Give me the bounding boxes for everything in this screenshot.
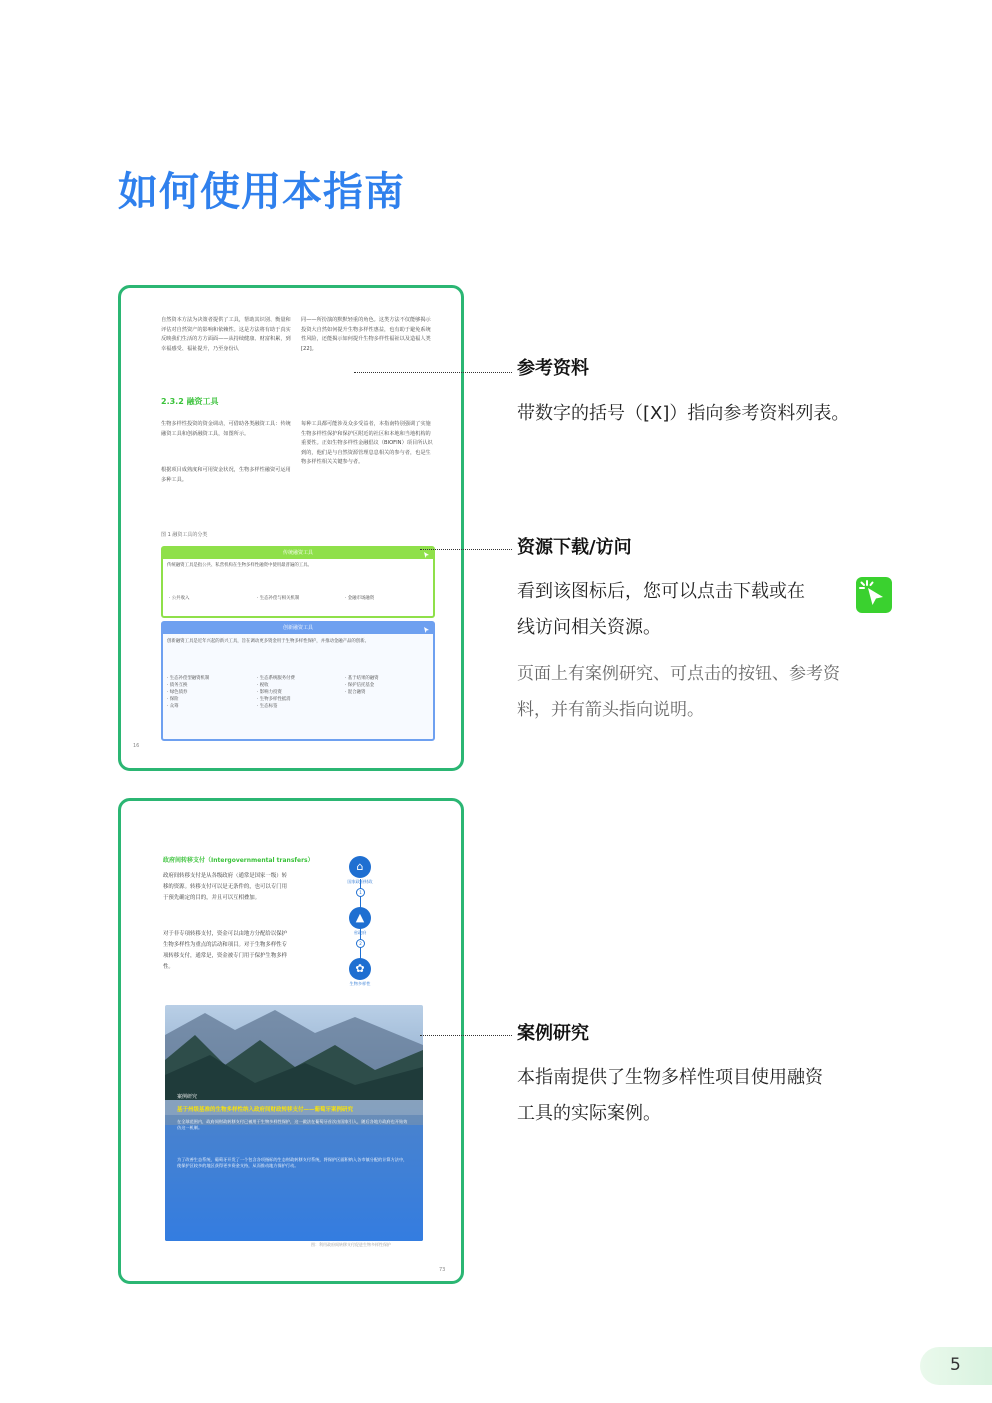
leader-line-case-study	[420, 1035, 512, 1036]
case-study-title: 基于州级基准的生物多样性纳入政府间财政转移支付——葡萄牙案例研究	[177, 1107, 354, 1113]
thumb1-col2-para2: 每种工具都可能涉及众多受益者，本指南特别强调了实施生物多样性保护和保护区附近的社区和本地和当地机构的重要性。正如生物多样性金融倡议（BIOFIN）项目所认识到的，他们是与自然资源管理息息相关的参与者，也是生物多样性相关关键参与者。	[301, 421, 433, 466]
innovative-item: · 绿色债券	[167, 690, 188, 695]
case-study-para2: 为了改善生态系统，葡萄牙开发了一个包含各项指标的生态财政转移支付系统，将保护区面积纳入各市镇分配的计算方法中，使保护区较多的地区获得更多资金支持，从而推动地方保护行动。	[177, 1157, 408, 1169]
page-title: 如何使用本指南	[118, 169, 405, 215]
innovative-item: · 混合融资	[345, 690, 366, 695]
infographic-label: 省政府	[353, 930, 367, 935]
leader-line-resources	[420, 549, 512, 550]
thumb1-col1-para1: 自然资本方法为决策者提供了工具，帮助其识别、衡量和评估对自然资产的影响和依赖性。这是方法将有助于真实反映我们生活的方方面面——从持续健康、财富积累，到幸福感受、福祉提升，乃至身份认	[161, 317, 291, 352]
innovative-tools-header: 创新融资工具	[163, 623, 433, 634]
thumb1-col1-para2: 生物多样性投资的资金调动，可借助各类融资工具：传统融资工具和创新融资工具，如图所示。	[161, 421, 291, 437]
case-study-photo	[165, 1005, 423, 1241]
innovative-item: · 保护信托基金	[345, 683, 375, 688]
thumb2-para2: 对于非专项转移支付，资金可以由地方分配给以保护生物多样性为重点的活动和项目。对于生物多样性专项转移支付，通常是，资金被专门用于保护生物多样性。	[163, 931, 287, 970]
annotation-resources-text-2: 线访问相关资源。	[517, 617, 661, 638]
annotation-resources-title: 资源下载/访问	[517, 537, 632, 558]
page-number-badge	[920, 1347, 992, 1385]
infographic-step: 1	[356, 888, 365, 897]
traditional-item: · 公共收入	[169, 596, 190, 601]
case-study-para1: 在全球范围内，政府间财政转移支付已被用于生物多样性保护，这一做法在葡萄牙首次由国家引入，随后各地方政府也开始效仿这一机制。	[177, 1119, 408, 1131]
innovative-item: · 影响力投资	[257, 690, 282, 695]
annotation-case-study-text-2: 工具的实际案例。	[517, 1103, 661, 1124]
thumb1-figure-caption: 图 1 融资工具的分类	[161, 532, 208, 538]
innovative-item: · 生态标签	[257, 704, 278, 709]
case-photo-caption: 图：利用政府间转移支付促进生物多样性保护	[311, 1242, 391, 1247]
traditional-tools-text: 传统融资工具是指公共、私营机构在生物多样性融资中使用最普遍的工具。	[167, 563, 312, 568]
traditional-item: · 生态补偿与相关机制	[257, 596, 300, 601]
thumb2-para1: 政府间转移支付是从各级政府（通常是国家一级）转移的资源。转移支付可以是无条件的，也可以专门用于预先确定的目的，并且可以互相叠加。	[163, 873, 287, 901]
thumb2-page-number: 73	[439, 1267, 446, 1273]
infographic-label: 国家政府财政	[347, 879, 373, 884]
thumb1-col1-para3: 根据项目成熟度和可用资金状况，生物多样性融资可运用多种工具。	[161, 467, 291, 483]
innovative-item: · 众筹	[167, 704, 179, 709]
case-study-tag: 案例研究	[177, 1094, 198, 1100]
thumb2-section-heading: 政府间转移支付（Intergovernmental transfers）	[163, 857, 314, 864]
innovative-item: · 基于结果的融资	[345, 676, 379, 681]
annotation-resources-text-1: 看到该图标后，您可以点击下载或在	[517, 581, 805, 602]
cursor-click-icon	[856, 577, 892, 613]
thumbnail-finance-tools	[118, 285, 464, 771]
annotation-case-study-title: 案例研究	[517, 1023, 589, 1044]
province-building-icon: ▲	[349, 907, 371, 929]
thumb1-col2-para1: 同——所扮演的默默轻重的角色。这类方法不仅能够揭示投资大自然如何提升生物多样性惠益，也有助于避免系统性风险，还能揭示如何提升生物多样性福祉以及造福人类 [22]。	[301, 317, 431, 352]
innovative-item: · 税收	[257, 683, 269, 688]
annotation-references-text: 带数字的括号（[X]）指向参考资料列表。	[517, 403, 850, 424]
innovative-item: · 保险	[167, 697, 179, 702]
page-number: 5	[950, 1355, 961, 1375]
innovative-item: · 生态系统服务付费	[257, 676, 295, 681]
government-building-icon: ⌂	[349, 856, 371, 878]
traditional-tools-header: 传统融资工具	[163, 548, 433, 559]
innovative-item: · 债务互换	[167, 683, 188, 688]
thumb1-page-number: 16	[133, 743, 140, 749]
annotation-references-title: 参考资料	[517, 358, 589, 379]
leader-line-references	[354, 372, 512, 373]
infographic-step: 2	[356, 939, 365, 948]
traditional-item: · 金融市场融资	[345, 596, 375, 601]
thumbnail-case-study	[118, 798, 464, 1284]
traditional-tools-box	[161, 546, 435, 618]
biodiversity-leaf-icon: ✿	[349, 958, 371, 980]
innovative-item: · 生物多样性抵消	[257, 697, 291, 702]
innovative-tools-box	[161, 621, 435, 741]
innovative-item: · 生态补偿型融资机制	[167, 676, 210, 681]
cursor-click-icon[interactable]	[421, 624, 431, 634]
infographic-label: 生物多样性	[349, 981, 371, 986]
annotation-resources-note-2: 料，并有箭头指向说明。	[517, 700, 704, 720]
annotation-case-study-text-1: 本指南提供了生物多样性项目使用融资	[517, 1067, 823, 1088]
annotation-resources-note-1: 页面上有案例研究、可点击的按钮、参考资	[517, 664, 840, 684]
innovative-tools-text: 创新融资工具是近年兴起的新兴工具，旨在调动更多资金用于生物多样性保护，并推动金融产品的创新。	[167, 639, 369, 644]
cursor-click-icon[interactable]	[421, 549, 431, 559]
thumb1-section-heading: 2.3.2 融资工具	[161, 397, 219, 406]
